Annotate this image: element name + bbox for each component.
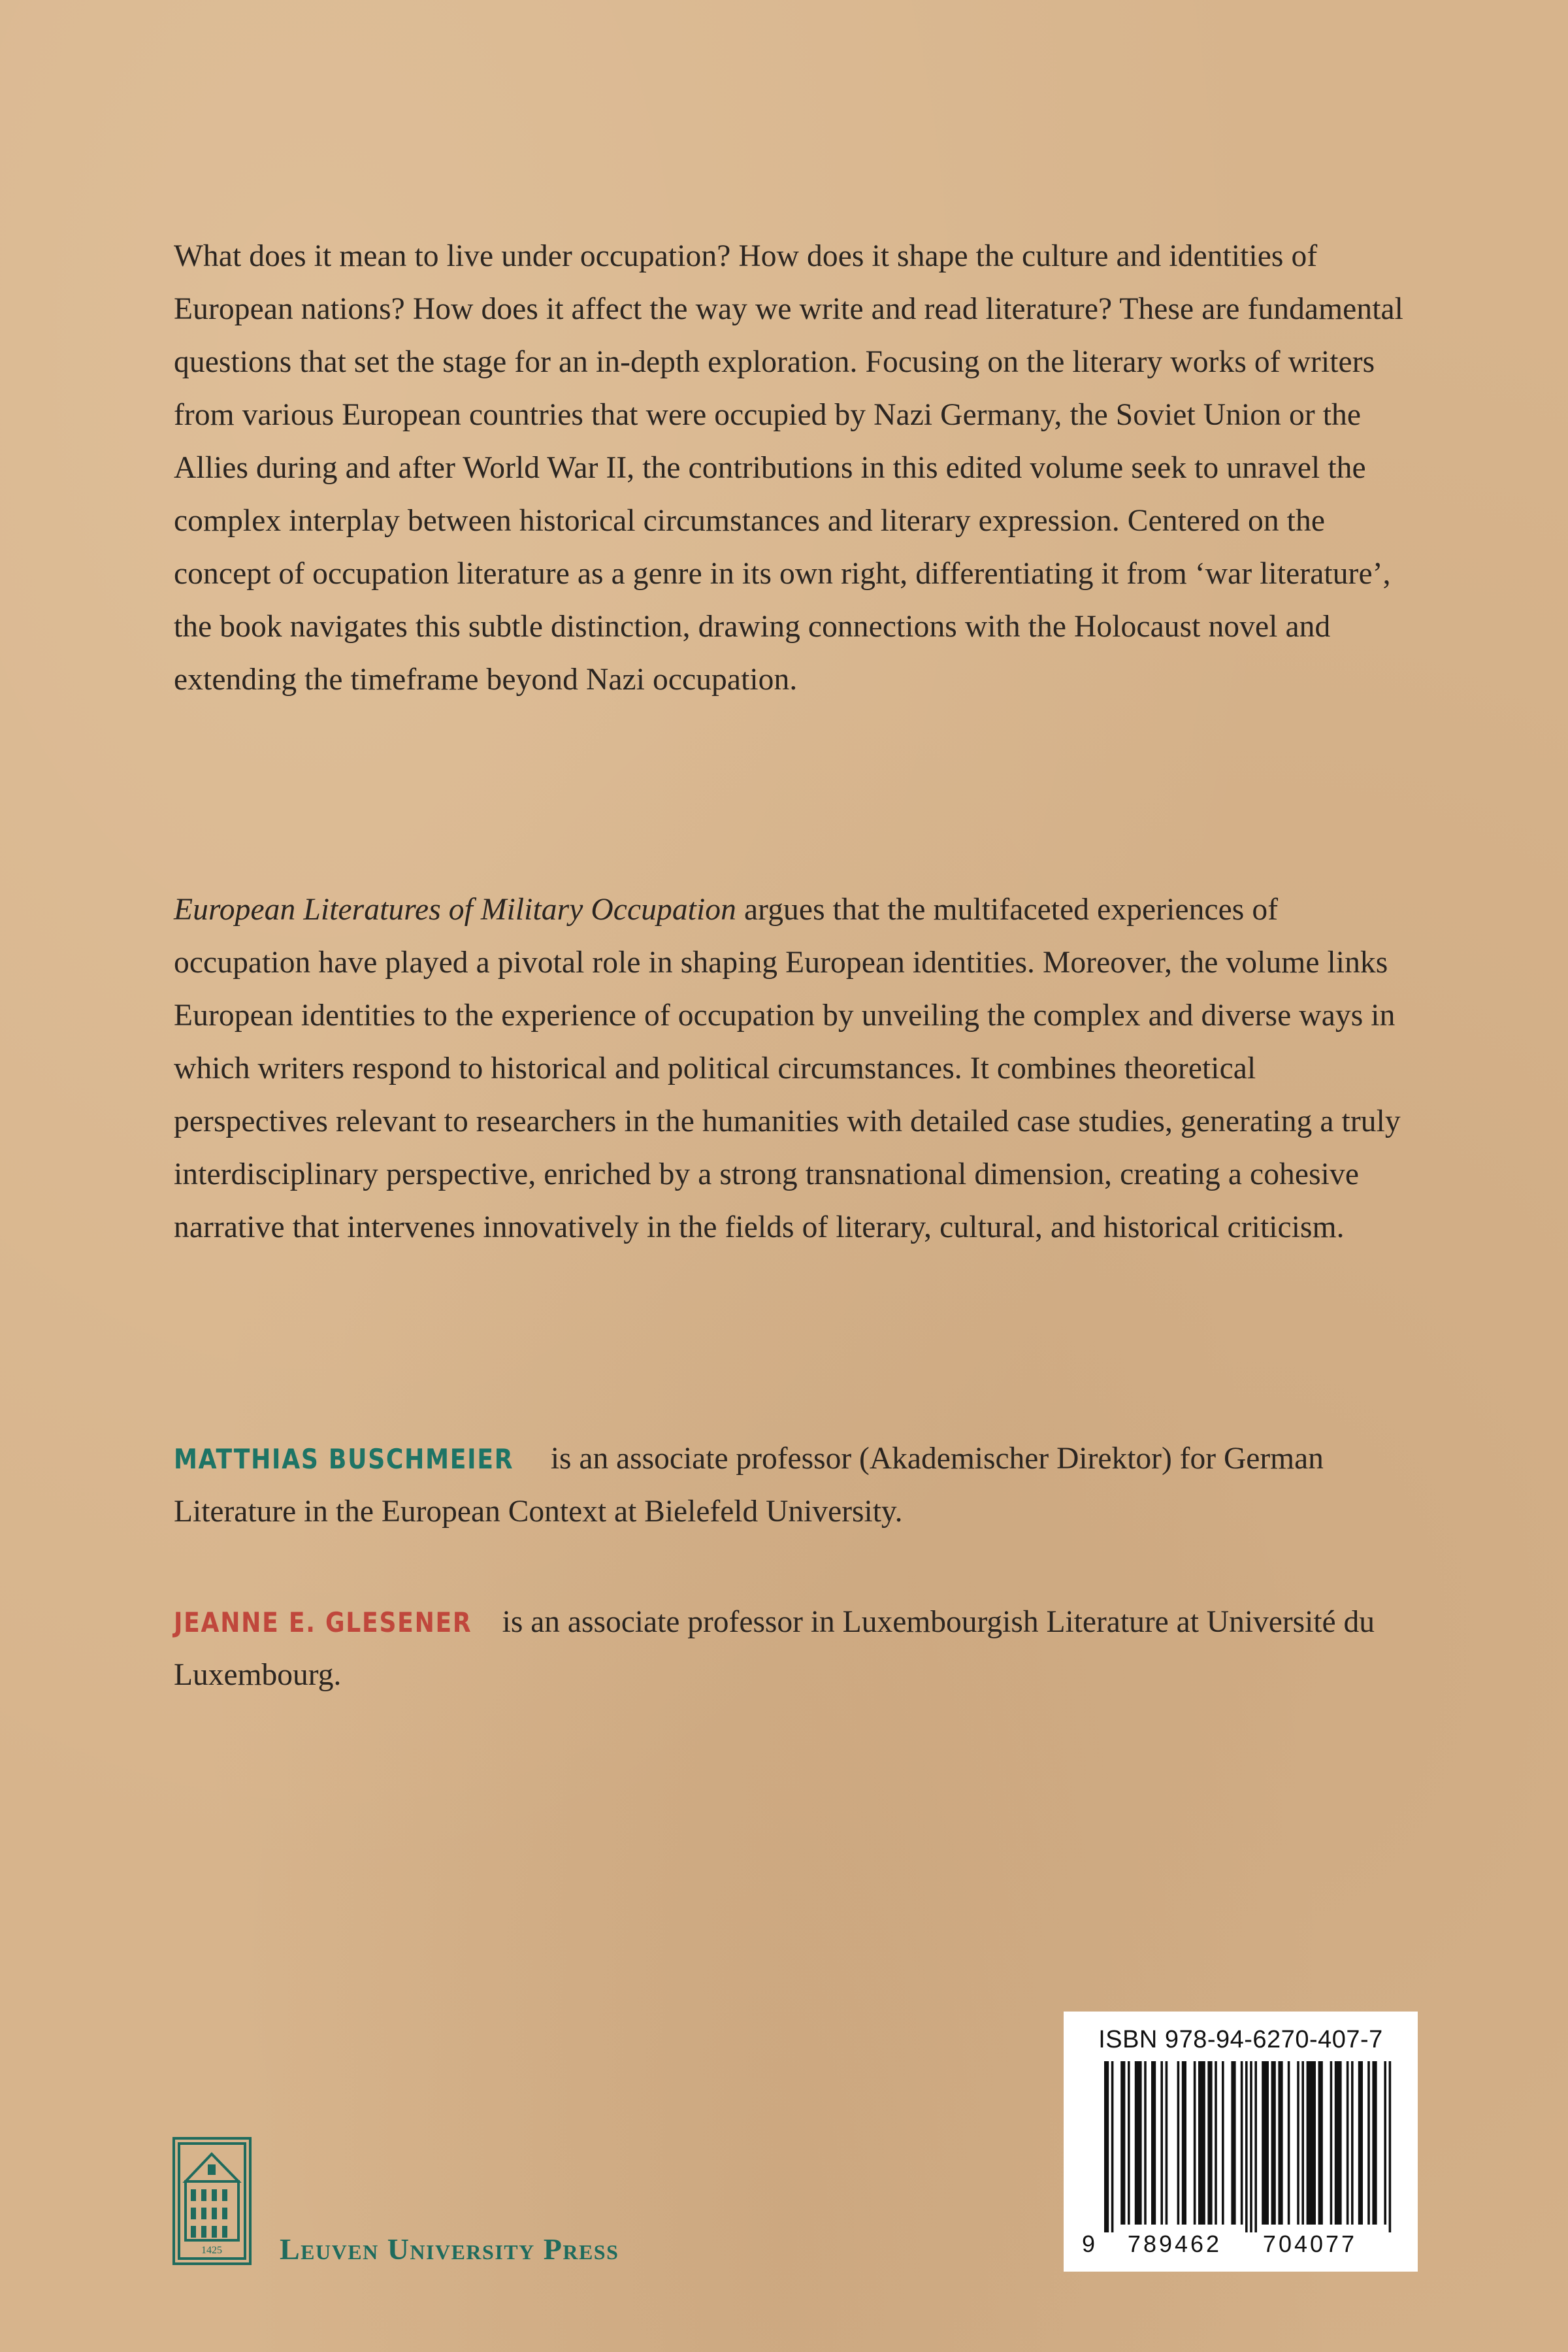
barcode-bar	[1358, 2061, 1363, 2225]
barcode-bar	[1111, 2061, 1114, 2232]
blurb-paragraph-1: What does it mean to live under occupation? How does it shape the culture and identities of European nations? How does it affect the way we write and read literature? These are fundamental questions that set the stage for an in-depth exploration. Focusing on the literary works of writers from various European countries that were occupied by Nazi Germany, the Soviet Union or the Allies during and after World War II, the contributions in this edited volume seek to unravel the complex interplay between historical circumstances and literary expression. Centered on the concept of occupation literature as a genre in its own right, differentiating it from ‘war literature’, the book navigates this subtle distinction, drawing connections with the Holocaust novel and extending the timeframe beyond Nazi occupation.	[174, 239, 1403, 697]
barcode-bar	[1245, 2061, 1248, 2232]
barcode-bar	[1182, 2061, 1186, 2225]
barcode-bar	[1128, 2061, 1130, 2225]
barcode-bar	[1271, 2061, 1276, 2225]
barcode	[1064, 2012, 1418, 2272]
editor-bio-text-1: is an associate professor (Akademischer Direktor) for German Literature in the European Context at Bielefeld University.	[174, 1442, 1324, 1529]
barcode-bar	[1307, 2061, 1316, 2225]
editor-bio-2	[174, 1596, 1415, 1702]
editor-bio-text-2: is an associate professor in Luxembourgish Literature at Université du Luxembourg.	[174, 1605, 1375, 1692]
barcode-bar	[1384, 2061, 1386, 2225]
barcode-bar	[1335, 2061, 1342, 2225]
isbn-label: ISBN 978-94-6270-407-7	[1098, 2026, 1383, 2053]
barcode-bar	[1254, 2061, 1257, 2232]
barcode-bar	[1177, 2061, 1180, 2225]
barcode-digits-right: 704077	[1262, 2230, 1358, 2257]
barcode-bar	[1104, 2061, 1109, 2232]
barcode-bar	[1241, 2061, 1243, 2225]
barcode-bar	[1194, 2061, 1196, 2225]
barcode-digits-left: 789462	[1127, 2230, 1222, 2257]
barcode-bar	[1297, 2061, 1299, 2225]
barcode-bar	[1389, 2061, 1392, 2232]
barcode-bar	[1278, 2061, 1282, 2225]
barcode-bar	[1318, 2061, 1323, 2225]
editor-name-1: MATTHIAS BUSCHMEIER	[174, 1443, 514, 1475]
barcode-bar	[1288, 2061, 1290, 2225]
barcode-bar	[1198, 2061, 1205, 2225]
logo-year: 1425	[201, 2245, 222, 2256]
blurb-paragraph-2-text: argues that the multifaceted experiences of occupation have played a pivotal role in shaping European identities. Moreover, the volume links European identities to the experience of occupation by unveiling the complex and diverse ways in which writers respond to historical and political circumstances. It combines theoretical perspectives relevant to researchers in the humanities with detailed case studies, generating a truly interdisciplinary perspective, enriched by a strong transnational dimension, creating a cohesive narrative that intervenes innovatively in the fields of literary, cultural, and historical criticism.	[174, 893, 1401, 1244]
barcode-digit-first: 9	[1082, 2230, 1096, 2257]
barcode-bar	[1372, 2061, 1377, 2225]
barcode-bar	[1222, 2061, 1224, 2225]
editor-bio-1	[174, 1433, 1415, 1538]
barcode-bar	[1215, 2061, 1217, 2225]
barcode-bar	[1144, 2061, 1147, 2225]
barcode-bar	[1367, 2061, 1370, 2225]
barcode-bar	[1262, 2061, 1269, 2225]
barcode-bar	[1166, 2061, 1168, 2225]
barcode-bar	[1120, 2061, 1125, 2225]
building-logo-icon	[171, 2136, 253, 2266]
barcode-bar	[1207, 2061, 1212, 2225]
barcode-bar	[1135, 2061, 1142, 2225]
blurb-paragraph-2	[174, 884, 1415, 1254]
publisher-name: Leuven University Press	[280, 2232, 619, 2266]
barcode-bar	[1160, 2061, 1163, 2225]
barcode-bar	[1250, 2061, 1252, 2232]
barcode-bar	[1301, 2061, 1304, 2225]
barcode-bar	[1351, 2061, 1354, 2225]
barcode-bar	[1330, 2061, 1333, 2225]
barcode-bar	[1347, 2061, 1349, 2225]
book-title: European Literatures of Military Occupation	[174, 893, 736, 927]
barcode-bars	[1078, 2061, 1398, 2257]
editor-name-2: JEANNE E. GLESENER	[174, 1606, 472, 1638]
barcode-bar	[1151, 2061, 1156, 2225]
barcode-bar	[1231, 2061, 1235, 2225]
